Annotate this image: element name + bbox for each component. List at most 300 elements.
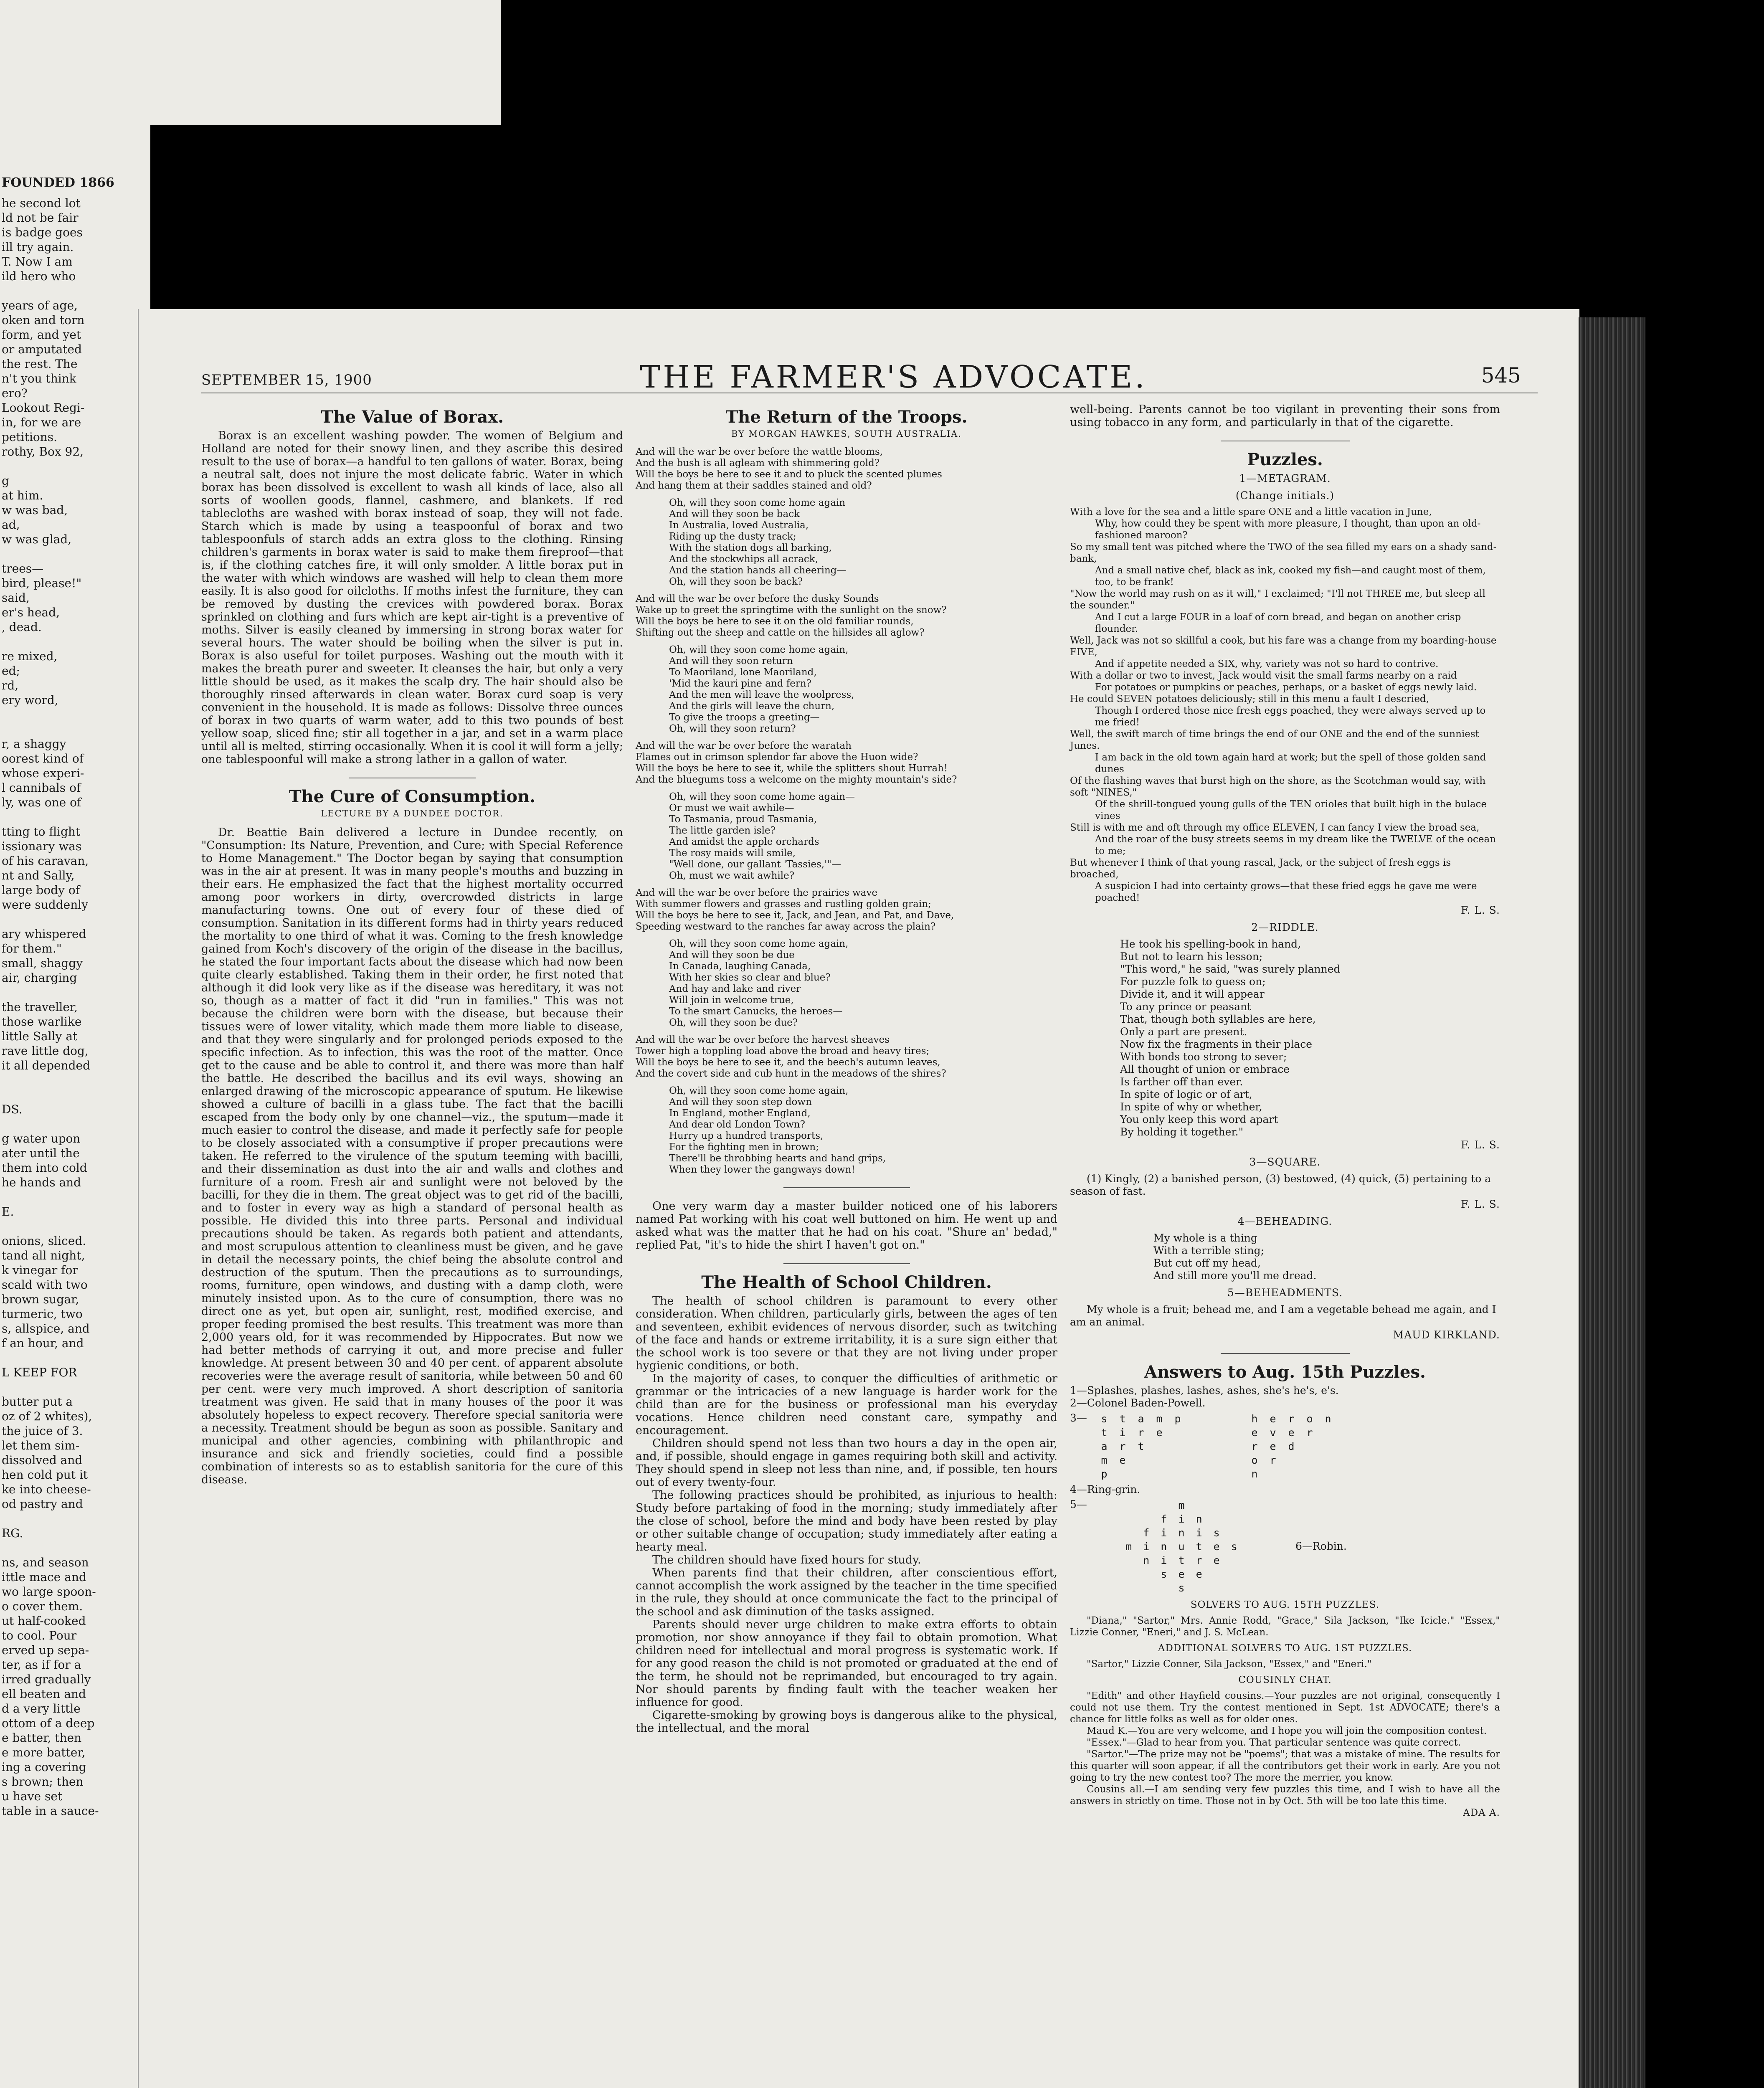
- puzzle-5-signature: MAUD KIRKLAND.: [1393, 1329, 1500, 1341]
- left-page-fragment-line: f an hour, and: [2, 1336, 84, 1350]
- grid-row: [1095, 1412, 1220, 1426]
- poem-line: Tower high a toppling load above the broad and heavy tires;: [636, 1046, 930, 1057]
- chat-entry: Cousins all.—I am sending very few puzzles this time, and I wish to have all the answers in strictly on time. Those not in by Oct. 5th will be too late this time.: [1070, 1784, 1500, 1807]
- left-page-fragment-line: u have set: [2, 1789, 63, 1803]
- verse-line: Still is with me and oft through my office ELEVEN, I can fancy I view the broad sea,: [1070, 822, 1480, 833]
- verse-line: 2—Colonel Baden-Powell.: [1070, 1397, 1206, 1409]
- verse-line: You only keep this word apart: [1120, 1113, 1278, 1125]
- poem-line: Flames out in crimson splendor far above the Huon wide?: [636, 752, 918, 763]
- verse-line: And a small native chef, black as ink, cooked my fish—and caught most of them, too, to be frank!: [1095, 565, 1486, 588]
- poem-line: Speeding westward to the ranches far away across the plain?: [636, 921, 936, 932]
- left-page-fragment-line: e batter, then: [2, 1731, 82, 1745]
- left-page-fragment-line: oorest kind of: [2, 752, 84, 765]
- left-page-fragment-line: [0, 707, 150, 722]
- grid-letter: [1168, 1453, 1187, 1467]
- poem-line: And will they soon step down: [669, 1097, 812, 1107]
- chat-signature: ADA A.: [1463, 1807, 1500, 1818]
- left-page-fragment-line: said,: [2, 591, 30, 605]
- poem-line: And the men will leave the woolpress,: [669, 689, 854, 700]
- left-page-fragment-line: [0, 1219, 150, 1234]
- poem-line: And dear old London Town?: [669, 1119, 805, 1130]
- left-page-fragment-line: air, charging: [2, 971, 77, 985]
- grid-letter: e: [1156, 1427, 1163, 1439]
- poem-line: To Tasmania, proud Tasmania,: [669, 814, 817, 825]
- grid-letter: t: [1101, 1427, 1108, 1439]
- puzzle-3-signature: F. L. S.: [1460, 1198, 1500, 1210]
- poem-line: Riding up the dusty track;: [669, 531, 796, 542]
- diamond-row: f i n i s: [1143, 1527, 1222, 1539]
- grid-letter: e: [1251, 1427, 1258, 1439]
- diamond-grid: [1095, 1498, 1270, 1595]
- poem-stanza: [636, 644, 1057, 735]
- left-page-fragment-line: [0, 1380, 150, 1394]
- grid-letter: [1319, 1453, 1337, 1467]
- left-page-fragment-line: ter, as if for a: [2, 1658, 81, 1672]
- left-page-fragment-line: oken and torn: [2, 313, 85, 327]
- left-page-fragment-line: or amputated: [2, 342, 82, 356]
- health-paragraph: Parents should never urge children to make extra efforts to obtain promotion, nor show annoyance if they fail to obtain promotion. What children need for intellectual and moral progress is systematic work. If for any good reason the child is not promoted or graduated at the end of the term, he should not be reprimanded, but encouraged to try again. Nor should parents by finding fault with the teacher weaken her influence for good.: [636, 1618, 1057, 1709]
- left-page-fragment-line: trees—: [2, 562, 44, 575]
- grid-letter: n: [1251, 1468, 1258, 1480]
- diamond-row: m i n u t e s: [1125, 1541, 1240, 1553]
- grid-letter: [1319, 1426, 1337, 1439]
- grid-row: [1095, 1453, 1220, 1467]
- grid-letter: [1168, 1467, 1187, 1481]
- left-page-fragment-line: rothy, Box 92,: [2, 445, 84, 459]
- left-page-fragment-line: w was glad,: [2, 532, 72, 546]
- poem-line: Hurry up a hundred transports,: [669, 1130, 824, 1141]
- poem-stanza: [636, 938, 1057, 1029]
- verse-line: "This word," he said, "was surely planned: [1120, 963, 1341, 975]
- left-page-fragment-line: [0, 912, 150, 927]
- additional-solvers-heading: ADDITIONAL SOLVERS TO AUG. 1ST PUZZLES.: [1158, 1643, 1412, 1654]
- poem-line: And amidst the apple orchards: [669, 836, 819, 847]
- verse-line: Why, how could they be spent with more pleasure, I thought, than upon an old-fashioned maroon?: [1095, 518, 1481, 541]
- puzzles-title: Puzzles.: [1247, 450, 1323, 469]
- poem-line: Oh, will they soon come home again,: [669, 1085, 849, 1096]
- verse-line: Though I ordered those nice fresh eggs poached, they were always served up to me fried!: [1095, 705, 1486, 728]
- troops-title: The Return of the Troops.: [725, 407, 968, 427]
- poem-line: In England, mother England,: [669, 1108, 811, 1119]
- poem-stanza: [636, 1034, 1057, 1079]
- square-right: [1245, 1412, 1371, 1481]
- puzzle-1-signature: F. L. S.: [1460, 904, 1500, 916]
- verse-line: With bonds too strong to sever;: [1120, 1051, 1287, 1063]
- left-page-fragment-line: rd,: [2, 679, 19, 692]
- poem-line: And the station hands all cheering—: [669, 565, 847, 576]
- grid-letter: [1282, 1453, 1300, 1467]
- poem-line: With summer flowers and grasses and rustling golden grain;: [636, 899, 931, 910]
- puzzle-1-note: (Change initials.): [1235, 489, 1335, 502]
- grid-letter: p: [1174, 1413, 1181, 1425]
- grid-row: [1245, 1439, 1371, 1453]
- left-page-fragment-line: dissolved and: [2, 1453, 83, 1467]
- verse-line: "Now the world may rush on as it will," I exclaimed; "I'll not THREE me, but sleep all the sounder.": [1070, 588, 1485, 611]
- square-label: 3—: [1070, 1412, 1087, 1424]
- verse-line: Well, the swift march of time brings the end of our ONE and the end of the sunniest Junes.: [1070, 729, 1479, 751]
- grid-letter: [1150, 1439, 1168, 1453]
- grid-letter: d: [1288, 1440, 1295, 1452]
- grid-letter: [1319, 1439, 1337, 1453]
- grid-letter: e: [1119, 1454, 1126, 1466]
- troops-poem: [636, 446, 1057, 1176]
- left-page-fragment-line: erved up sepa-: [2, 1643, 89, 1657]
- verse-line: That, though both syllables are here,: [1120, 1013, 1316, 1025]
- left-page-fragment-line: to cool. Pour: [2, 1629, 77, 1642]
- poem-line: Will the boys be here to see it, Jack, and Jean, and Pat, and Dave,: [636, 910, 954, 921]
- left-page-fragment-line: [0, 1190, 150, 1204]
- cousinly-chat: [1070, 1690, 1500, 1807]
- poem-line: And will they soon be back: [669, 509, 800, 519]
- left-page-fragment-line: turmeric, two: [2, 1307, 83, 1321]
- divider: [783, 1263, 910, 1264]
- grid-letter: a: [1101, 1440, 1108, 1452]
- solvers-heading: SOLVERS TO AUG. 15TH PUZZLES.: [1190, 1599, 1380, 1610]
- additional-solvers-list: "Sartor," Lizzie Conner, Sila Jackson, "Essex," and "Eneri.": [1087, 1659, 1372, 1670]
- poem-line: With the station dogs all barking,: [669, 542, 832, 553]
- grid-letter: [1150, 1453, 1168, 1467]
- poem-line: Oh, will they soon come home again: [669, 497, 846, 508]
- verse-line: And if appetite needed a SIX, why, variety was not so hard to contrive.: [1095, 659, 1439, 669]
- answer-4: 4—Ring-grin.: [1070, 1483, 1141, 1495]
- poem-line: And will the war be over before the prairies wave: [636, 887, 878, 898]
- square-answer: [1070, 1412, 1500, 1481]
- poem-line: And will the war be over before the dusky Sounds: [636, 593, 879, 604]
- health-paragraph: In the majority of cases, to conquer the difficulties of arithmetic or grammar or the intricacies of a new language is harder work for the child than are for the business or professional man his everyday vocations. Hence children need constant care, sympathy and encouragement.: [636, 1372, 1057, 1437]
- grid-letter: [1113, 1467, 1132, 1481]
- health-paragraph: Children should spend not less than two hours a day in the open air, and, if possible, should engage in games requiring both skill and activity. They should spend in sleep not less than nine, and, if possible, ten hours out of every twenty-four.: [636, 1437, 1057, 1489]
- grid-letter: [1300, 1453, 1319, 1467]
- left-page-fragment-line: o cover them.: [2, 1599, 83, 1613]
- poem-line: And will the war be over before the harvest sheaves: [636, 1034, 890, 1045]
- poem-stanza: [636, 593, 1057, 639]
- anecdote: One very warm day a master builder noticed one of his laborers named Pat working with his coat well buttoned on him. He went up and asked what was the matter that he had on his coat. "Shure an' bedad," replied Pat, "it's to hide the shirt I haven't got on.": [636, 1200, 1057, 1252]
- verse-line: Now fix the fragments in their place: [1120, 1038, 1312, 1050]
- grid-letter: [1319, 1467, 1337, 1481]
- left-page-fragment-line: tting to flight: [2, 825, 81, 839]
- left-page-fragment-line: L KEEP FOR: [2, 1366, 77, 1379]
- grid-letter: r: [1288, 1413, 1295, 1425]
- verse-line: But whenever I think of that young rascal, Jack, or the subject of fresh eggs is broached,: [1070, 857, 1451, 880]
- grid-letter: [1300, 1439, 1319, 1453]
- left-page-fragment-line: er's head,: [2, 606, 60, 619]
- verse-line: Of the shrill-tongued young gulls of the TEN orioles that built high in the bulace vines: [1095, 799, 1487, 821]
- verse-line: He took his spelling-book in hand,: [1120, 938, 1301, 950]
- chat-entry: "Essex."—Glad to hear from you. That particular sentence was quite correct.: [1087, 1737, 1461, 1748]
- chat-entry: Maud K.—You are very welcome, and I hope you will join the composition contest.: [1087, 1726, 1487, 1736]
- poem-line: To Maoriland, lone Maoriland,: [669, 667, 817, 678]
- verse-line: My whole is a thing: [1153, 1232, 1257, 1244]
- grid-letter: r: [1251, 1440, 1258, 1452]
- left-page-fragment-line: ell beaten and: [2, 1687, 86, 1701]
- poem-line: To the smart Canucks, the heroes—: [669, 1006, 843, 1017]
- left-page-fragment-line: issionary was: [2, 839, 82, 853]
- grid-letter: o: [1306, 1413, 1313, 1425]
- grid-letter: [1168, 1439, 1187, 1453]
- verse-line: Is farther off than ever.: [1120, 1076, 1243, 1088]
- verse-line: With a dollar or two to invest, Jack would visit the small farms nearby on a raid: [1070, 670, 1457, 681]
- grid-letter: v: [1270, 1427, 1276, 1439]
- poem-line: For the fighting men in brown;: [669, 1142, 819, 1153]
- left-page-fragment-line: scald with two: [2, 1278, 88, 1292]
- column-2: [636, 403, 1057, 1735]
- diamond-answer: [1070, 1498, 1500, 1595]
- verse-line: In spite of why or whether,: [1120, 1101, 1262, 1113]
- verse-line: He could SEVEN potatoes deliciously; still in this menu a fault I descried,: [1070, 694, 1429, 704]
- puzzle-2-heading: 2—RIDDLE.: [1251, 921, 1319, 933]
- left-page-fragment-line: rave little dog,: [2, 1044, 89, 1058]
- left-page-fragment-line: table in a sauce-: [2, 1804, 99, 1818]
- diamond-row: s e e: [1161, 1568, 1205, 1580]
- consumption-title: The Cure of Consumption.: [289, 787, 536, 806]
- left-page-fragment-line: ly, was one of: [2, 796, 81, 809]
- left-page-fragment-line: ittle mace and: [2, 1570, 86, 1584]
- verse-line: I am back in the old town again hard at work; but the spell of those golden sand dunes: [1095, 752, 1486, 775]
- left-page-fragment-line: g: [2, 474, 9, 488]
- left-page-fragment-line: ary whispered: [2, 927, 86, 941]
- left-page-fragment-line: the juice of 3.: [2, 1424, 83, 1438]
- left-page-fragment-line: [0, 1073, 150, 1087]
- poem-line: Oh, must we wait awhile?: [669, 870, 795, 881]
- poem-line: In Canada, laughing Canada,: [669, 961, 811, 972]
- left-page-fragment-line: [0, 1117, 150, 1131]
- health-paragraph: The children should have fixed hours for study.: [652, 1553, 921, 1566]
- left-page-fragment-line: T. Now I am: [2, 255, 73, 269]
- poem-line: And the covert side and cub hunt in the meadows of the shires?: [636, 1068, 946, 1079]
- puzzle-1-verse: [1070, 506, 1500, 904]
- left-page-fragment-line: ad,: [2, 518, 20, 532]
- book-spine-edge: [1579, 317, 1645, 2088]
- left-page-fragment-line: d a very little: [2, 1702, 81, 1716]
- poem-line: With her skies so clear and blue?: [669, 972, 831, 983]
- grid-letter: [1168, 1426, 1187, 1439]
- grid-row: [1095, 1426, 1220, 1439]
- left-page-fragment-line: hen cold put it: [2, 1468, 88, 1482]
- verse-line: But cut off my head,: [1153, 1257, 1261, 1269]
- grid-letter: a: [1138, 1413, 1144, 1425]
- poem-line: Or must we wait awhile—: [669, 803, 794, 813]
- borax-body: Borax is an excellent washing powder. The women of Belgium and Holland are noted for their snowy linen, and they ascribe this desired result to the use of borax—a handful to ten gallons of water. Borax, being a neutral salt, does not injure the most delicate fabric. Water in which borax has been dissolved is excellent to wash all kinds of lace, also all sorts of woollen goods, flannel, cashmere, and blankets. If red tablecloths are washed with borax instead of soap, they will not fade. Starch which is made by using a teaspoonful of borax and two tablespoonfuls of starch adds an extra gloss to the clothing. Rinsing children's garments in borax water is said to make them fireproof—that is, if the clothing catches fire, it will only smolder. A little borax put in the water with which windows are washed will help to clean them more easily. It is also good for oilcloths. If moths infest the furniture, they can be removed by dusting the crevices with powdered borax. Borax sprinkled on clothing and furs which are kept air-tight is a preventive of moths. Silver is easily cleaned by immersing in strong borax water for several hours. The water should be boiling when the silver is put in. Borax is also useful for toilet purposes. Washing out the mouth with it makes the breath purer and sweeter. It cleanses the hair, but only a very little should be used, as it makes the scalp dry. The hair should also be thoroughly rinsed afterwards in clean water. Borax curd soap is very convenient in the household. It is made as follows: Dissolve three ounces of borax in two quarts of warm water, add to this two pounds of best yellow soap, sliced fine; stir all together in a jar, and set in a warm place until all is melted, stirring occasionally. When it is cool it will form a jelly; one tablespoonful will make a strong lather in a gallon of water.: [201, 429, 623, 766]
- left-page-fragment-line: ut half-cooked: [2, 1614, 86, 1628]
- poem-line: Oh, will they soon be back?: [669, 576, 803, 587]
- left-page-fragment-line: RG.: [2, 1526, 23, 1540]
- answer-6: 6—Robin.: [1295, 1540, 1347, 1552]
- left-page-fragment-line: wo large spoon-: [2, 1585, 96, 1599]
- grid-letter: t: [1119, 1413, 1126, 1425]
- left-page-header: FOUNDED 1866: [2, 175, 114, 190]
- diamond-row: n i t r e: [1143, 1554, 1222, 1566]
- left-page-fragment-line: ero?: [2, 386, 28, 400]
- health-paragraph: When parents find that their children, after conscientious effort, cannot accomplish the work assigned by the teacher in the time specified in the rule, they should at once communicate the fact to the principal of the school and ask diminution of the tasks assigned.: [636, 1566, 1057, 1618]
- verse-line: But not to learn his lesson;: [1120, 950, 1263, 963]
- grid-letter: p: [1101, 1468, 1108, 1480]
- left-page-fragment-line: little Sally at: [2, 1029, 78, 1043]
- left-page-fragment-line: [0, 284, 150, 298]
- health-paragraph: Cigarette-smoking by growing boys is dangerous alike to the physical, the intellectual, and the moral: [636, 1709, 1057, 1735]
- square-left: [1095, 1412, 1220, 1481]
- grid-letter: r: [1119, 1440, 1126, 1452]
- left-page-fragment-line: Lookout Regi-: [2, 401, 85, 415]
- left-page-fragment-line: k vinegar for: [2, 1263, 78, 1277]
- masthead: [201, 355, 1538, 393]
- left-page-fragment-line: l cannibals of: [2, 781, 81, 795]
- grid-letter: [1300, 1467, 1319, 1481]
- grid-letter: [1132, 1453, 1150, 1467]
- poem-line: Will the boys be here to see it on the old familiar rounds,: [636, 616, 914, 627]
- left-page-fragment-line: ild hero who: [2, 269, 76, 283]
- verse-line: And the roar of the busy streets seems in my dream like the TWELVE of the ocean to me;: [1095, 834, 1496, 856]
- left-page-fragment-line: [0, 722, 150, 737]
- left-page-fragment-line: [0, 634, 150, 649]
- divider: [783, 1187, 910, 1188]
- poem-line: Wake up to greet the springtime with the sunlight on the snow?: [636, 605, 947, 616]
- newspaper-page: [138, 309, 1579, 2088]
- left-page-fragment-line: ing a covering: [2, 1760, 86, 1774]
- health-paragraph: The following practices should be prohibited, as injurious to health: Study before partaking of food in the morning; study immediately after the close of school, before the mind and body have been rested by play or other suitable change of occupation; study immediately after eating a hearty meal.: [636, 1489, 1057, 1553]
- puzzle-4-heading: 4—BEHEADING.: [1237, 1215, 1333, 1227]
- consumption-byline: LECTURE BY A DUNDEE DOCTOR.: [321, 808, 504, 818]
- verse-line: And still more you'll me dread.: [1153, 1270, 1317, 1282]
- left-page-fragment-line: [0, 459, 150, 474]
- left-page-fragment-line: [0, 985, 150, 1000]
- grid-letter: e: [1288, 1427, 1295, 1439]
- left-page-fragment-line: petitions.: [2, 430, 58, 444]
- poem-line: Shifting out the sheep and cattle on the hillsides all aglow?: [636, 627, 925, 638]
- poem-line: Will the boys be here to see it, while the splitters shout Hurrah!: [636, 763, 948, 774]
- left-page-fragment-line: for them.": [2, 942, 62, 955]
- verse-line: With a terrible sting;: [1153, 1244, 1265, 1257]
- col3-continuation: well-being. Parents cannot be too vigilant in preventing their sons from using tobacco in any form, and particularly in that of the cigarette.: [1070, 403, 1500, 429]
- health-paragraph: The health of school children is paramount to every other consideration. When children, particularly girls, between the ages of ten and seventeen, exhibit evidences of nervous disorder, such as twitching of the face and hands or extreme irritability, it is a sure sign either that the school work is too severe or that they are not living under proper hygienic conditions, or both.: [636, 1295, 1057, 1372]
- poem-line: The rosy maids will smile,: [669, 848, 796, 859]
- diamond-row: m: [1178, 1499, 1187, 1511]
- grid-letter: s: [1101, 1413, 1108, 1425]
- poem-line: "Well done, our gallant 'Tassies,'"—: [669, 859, 841, 870]
- left-page-fragment-line: those warlike: [2, 1015, 82, 1029]
- cousinly-chat-heading: COUSINLY CHAT.: [1238, 1675, 1332, 1685]
- left-page-fragment-line: let them sim-: [2, 1439, 80, 1452]
- answers-list: [1070, 1384, 1500, 1409]
- column-1: [201, 403, 623, 1486]
- poem-line: And hay and lake and river: [669, 983, 801, 994]
- verse-line: Of the flashing waves that burst high on the shore, as the Scotchman would say, with soft "NINES,": [1070, 775, 1486, 798]
- poem-line: Will the boys be here to see it, and the beech's autumn leaves,: [636, 1057, 940, 1068]
- left-page-fragment-line: them into cold: [2, 1161, 87, 1175]
- left-page-fragment-line: bird, please!": [2, 576, 82, 590]
- left-page-fragment-line: [0, 1351, 150, 1365]
- grid-row: [1245, 1426, 1371, 1439]
- poem-stanza: [636, 887, 1057, 933]
- left-page-text: [0, 196, 150, 1818]
- verse-line: So my small tent was pitched where the TWO of the sea filled my ears on a shady sand-bank,: [1070, 542, 1497, 564]
- diamond-row: f i n: [1161, 1513, 1205, 1525]
- verse-line: All thought of union or embrace: [1120, 1063, 1290, 1075]
- poem-line: Will the boys be here to see it and to pluck the scented plumes: [636, 469, 942, 480]
- borax-title: The Value of Borax.: [320, 407, 504, 427]
- left-page-fragment-line: ill try again.: [2, 240, 74, 254]
- divider: [1221, 1353, 1350, 1354]
- grid-row: [1245, 1412, 1371, 1426]
- chat-entry: "Sartor."—The prize may not be "poems"; that was a mistake of mine. The results for this quarter will soon appear, if all the contributors get their work in early. Are you not going to try the new contest too? The more the merrier, you know.: [1070, 1749, 1500, 1783]
- left-page-fragment-line: were suddenly: [2, 898, 89, 912]
- grid-letter: n: [1325, 1413, 1331, 1425]
- left-page-fragment-line: [0, 810, 150, 824]
- poem-line: 'Mid the kauri pine and fern?: [669, 678, 812, 689]
- chat-entry: "Edith" and other Hayfield cousins.—Your puzzles are not original, consequently I could not use them. Try the contest mentioned in Sept. 1st ADVOCATE; there's a chance for little folks as well as for older ones.: [1070, 1690, 1500, 1725]
- poem-line: And the stockwhips all acrack,: [669, 554, 819, 565]
- poem-line: And will the war be over before the wattle blooms,: [636, 446, 883, 457]
- grid-row: [1095, 1467, 1220, 1481]
- left-page-fragment-line: s brown; then: [2, 1775, 84, 1789]
- grid-letter: e: [1270, 1440, 1276, 1452]
- grid-letter: [1282, 1467, 1300, 1481]
- left-page-fragment-line: e more batter,: [2, 1746, 86, 1759]
- page-number: 545: [1481, 363, 1521, 388]
- left-page-fragment-line: the traveller,: [2, 1000, 78, 1014]
- left-page-fragment-line: tand all night,: [2, 1249, 85, 1262]
- puzzle-5-text: My whole is a fruit; behead me, and I am a vegetable behead me again, and I am an animal.: [1070, 1303, 1496, 1328]
- left-page-fragment-line: large body of: [2, 883, 80, 897]
- left-page-fragment-line: in, for we are: [2, 416, 81, 429]
- grid-row: [1245, 1453, 1371, 1467]
- verse-line: A suspicion I had into certainty grows—that these fried eggs he gave me were poached!: [1095, 881, 1477, 903]
- poem-line: Oh, will they soon return?: [669, 723, 796, 734]
- left-page-fragment-line: re mixed,: [2, 649, 58, 663]
- left-page-fragment-line: n't you think: [2, 372, 76, 385]
- poem-line: And the bluegums toss a welcome on the mighty mountain's side?: [636, 774, 957, 785]
- left-page-fragment-line: E.: [2, 1205, 14, 1219]
- left-page-fragment-line: is badge goes: [2, 226, 83, 239]
- diamond-row: s: [1178, 1582, 1187, 1594]
- left-page-fragment-line: g water upon: [2, 1132, 81, 1145]
- left-page-fragment-line: ottom of a deep: [2, 1716, 95, 1730]
- left-page-fragment-line: onions, sliced.: [2, 1234, 86, 1248]
- grid-letter: m: [1156, 1413, 1163, 1425]
- left-page-fragment-line: nt and Sally,: [2, 869, 75, 882]
- verse-line: In spite of logic or of art,: [1120, 1088, 1252, 1100]
- poem-stanza: [636, 740, 1057, 786]
- left-page-fragment-line: w was bad,: [2, 503, 68, 517]
- puzzle-1-heading: 1—METAGRAM.: [1239, 472, 1331, 484]
- consumption-body: Dr. Beattie Bain delivered a lecture in Dundee recently, on "Consumption: Its Nature, Prevention, and Cure; with Special Reference to Home Management." The Doctor began by saying that consumption was in the air at present. It was in many people's mouths and buzzing in their ears. He emphasized the fact that the highest mortality occurred among poor workers in dirty, overcrowded districts in large manufacturing towns. One out of every four of these died of consumption. Sanitation in its different forms had in thirty years reduced the mortality to one third of what it was. Coming to the fresh knowledge gained from Koch's discovery of the origin of the disease in the bacillus, he stated the four important facts about the disease which had now been quite clearly established. Taking them in their order, he first noted that although it did look very like as if the disease was hereditary, it was not so, though as a matter of fact it did "run in families." This was not because the children were born with the disease, but because their tissues were of lower vitality, which made them more liable to disease, and that they were singularly and for prolonged periods exposed to the specific infection. As to infection, this was the root of the matter. Once get to the cause and be able to control it, and there was more than half the battle. He described the bacillus and its evil ways, showing an enlarged drawing of the microscopic appearance of sputum. He likewise showed a culture of bacilli in a glass tube. The fact that the bacilli escaped from the body only by one channel—viz., the sputum—made it much easier to control the disease, and made it perfectly safe for people to be closely associated with a consumptive if proper precautions were taken. He referred to the virulence of the sputum teeming with bacilli, and their dissemination as dust into the air and walls and clothes and furniture of a room. Fresh air and sunlight were not beloved by the bacilli, for they die in them. The great object was to get rid of the bacilli, and to foster in every way as high a standard of personal health as possible. He divided this into three parts. Personal and individual precautions should be taken. As regards both patient and attendants, and most scrupulous attention to cleanliness must be given, and he gave in detail the necessary points, the chief being the absolute control and destruction of the sputum. Then the precautions as to surroundings, rooms, furniture, open windows, and dusting with a damp cloth, were minutely insisted upon. As to the cure of consumption, there was no direct one as yet, but open air, sunlight, rest, modified exercise, and proper feeding promised the best results. This treatment was more than 2,000 years old, for it was recommended by Hippocrates. But now we had better methods of carrying it out, and more precise and fuller knowledge. At present between 30 and 40 per cent. of apparent absolute recoveries were the average result of sanitoria, while between 50 and 60 per cent. were very much improved. A short description of sanitoria treatment was given. He said that in many houses of the poor it was absolutely hopeless to expect recovery. Therefore special sanitoria were a necessity. Treatment should be begun as soon as possible. Sanitary and municipal and other agencies, combining with philanthropic and insurance and sick and friendly societies, could find a possible combination of interests so as to establish sanitoria for the cure of this disease.: [201, 826, 623, 1486]
- left-page-fragment-line: s, allspice, and: [2, 1322, 90, 1335]
- left-page-fragment-line: [0, 1511, 150, 1526]
- left-page-fragment-line: DS.: [2, 1102, 23, 1116]
- poem-line: And the bush is all agleam with shimmering gold?: [636, 458, 880, 469]
- grid-letter: m: [1101, 1454, 1108, 1466]
- puzzle-5-heading: 5—BEHEADMENTS.: [1227, 1287, 1343, 1299]
- publication-title: THE FARMER'S ADVOCATE.: [640, 359, 1147, 395]
- verse-line: By holding it together.": [1120, 1126, 1244, 1138]
- health-body: [636, 1295, 1057, 1735]
- grid-letter: [1150, 1467, 1168, 1481]
- poem-line: Will join in welcome true,: [669, 995, 794, 1006]
- puzzle-2-signature: F. L. S.: [1460, 1139, 1500, 1151]
- poem-line: There'll be throbbing hearts and hand grips,: [669, 1153, 886, 1164]
- verse-line: Only a part are present.: [1120, 1026, 1247, 1038]
- grid-row: [1095, 1439, 1220, 1453]
- verse-line: To any prince or peasant: [1120, 1001, 1252, 1013]
- grid-letter: h: [1251, 1413, 1258, 1425]
- left-page-fragment-line: of his caravan,: [2, 854, 89, 868]
- left-page-fragment-line: it all depended: [2, 1059, 91, 1072]
- poem-line: Oh, will they soon come home again,: [669, 938, 849, 949]
- verse-line: For potatoes or pumpkins or peaches, perhaps, or a basket of eggs newly laid.: [1095, 682, 1477, 693]
- left-page-fragment-line: , dead.: [2, 620, 42, 634]
- poem-line: In Australia, loved Australia,: [669, 520, 809, 531]
- puzzle-3-heading: 3—SQUARE.: [1249, 1156, 1321, 1168]
- left-page-fragment-line: irred gradually: [2, 1672, 91, 1686]
